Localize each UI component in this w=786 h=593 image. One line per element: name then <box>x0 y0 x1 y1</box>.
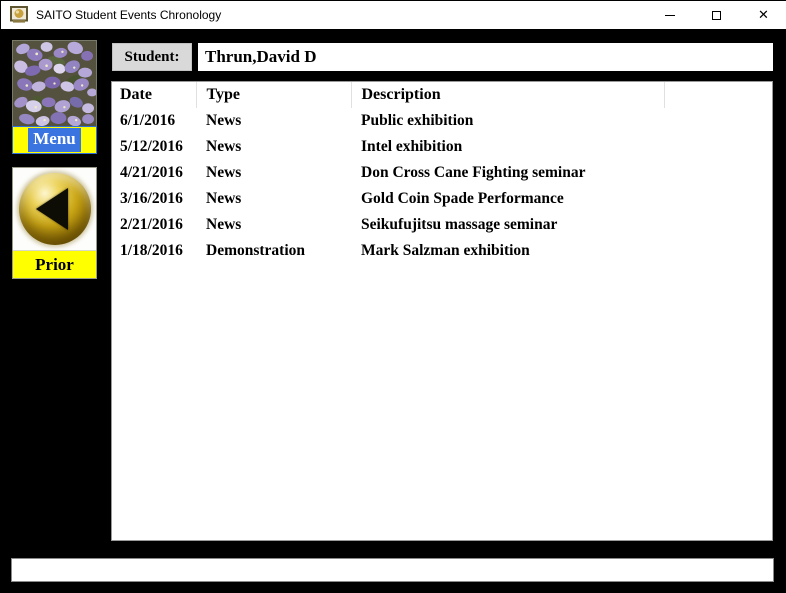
prior-button-label: Prior <box>13 250 96 278</box>
maximize-button[interactable] <box>693 1 740 29</box>
column-header-filler <box>664 82 772 108</box>
events-table-body <box>112 108 772 264</box>
cell-date: 2/21/2016 <box>120 216 183 233</box>
cell-description: Seikufujitsu massage seminar <box>361 216 558 233</box>
cell-filler <box>664 212 772 238</box>
wisteria-photo <box>12 40 97 127</box>
cell-description: Mark Salzman exhibition <box>361 242 530 259</box>
window-controls <box>646 1 786 29</box>
cell-date: 1/18/2016 <box>120 242 183 259</box>
cell-filler <box>664 186 772 212</box>
cell-description: Public exhibition <box>361 112 474 129</box>
cell-description: Don Cross Cane Fighting seminar <box>361 164 586 181</box>
maximize-icon <box>712 11 721 20</box>
cell-description: Intel exhibition <box>361 138 463 155</box>
minimize-icon <box>665 15 675 16</box>
cell-date: 6/1/2016 <box>120 112 176 129</box>
events-table-panel <box>111 81 773 541</box>
status-input[interactable] <box>12 559 773 581</box>
cell-filler <box>664 160 772 186</box>
cell-type: Demonstration <box>206 242 306 259</box>
menu-button[interactable] <box>12 126 97 154</box>
cell-filler <box>664 238 772 264</box>
table-row[interactable] <box>112 238 772 264</box>
column-header-description[interactable]: Description <box>351 82 664 108</box>
close-icon: ✕ <box>758 7 769 23</box>
table-row[interactable] <box>112 160 772 186</box>
close-button[interactable] <box>740 1 786 29</box>
window-title: SAITO Student Events Chronology <box>36 8 222 22</box>
column-header-date[interactable]: Date <box>112 82 196 108</box>
back-arrow-icon <box>36 188 68 230</box>
menu-button-label: Menu <box>28 128 81 152</box>
cell-date: 3/16/2016 <box>120 190 183 207</box>
cell-filler <box>664 108 772 134</box>
cell-type: News <box>206 164 242 181</box>
cell-type: News <box>206 216 242 233</box>
cell-type: News <box>206 138 242 155</box>
cell-type: News <box>206 190 242 207</box>
cell-filler <box>664 134 772 160</box>
titlebar <box>1 1 786 31</box>
student-label: Student: <box>112 43 192 71</box>
gold-sphere-icon <box>19 173 91 245</box>
table-row[interactable] <box>112 186 772 212</box>
table-row[interactable] <box>112 212 772 238</box>
table-row[interactable] <box>112 108 772 134</box>
cell-date: 4/21/2016 <box>120 164 183 181</box>
events-table <box>112 82 772 264</box>
status-bar <box>11 558 774 582</box>
prior-sphere <box>13 168 96 250</box>
column-header-type[interactable]: Type <box>196 82 351 108</box>
cell-type: News <box>206 112 242 129</box>
menu-button-block[interactable] <box>12 40 97 155</box>
cell-description: Gold Coin Spade Performance <box>361 190 564 207</box>
events-table-header <box>112 82 772 108</box>
table-row[interactable] <box>112 134 772 160</box>
minimize-button[interactable] <box>646 1 693 29</box>
prior-button[interactable] <box>12 167 97 279</box>
student-name-field[interactable]: Thrun,David D <box>196 41 775 73</box>
cell-date: 5/12/2016 <box>120 138 183 155</box>
app-icon <box>10 6 28 24</box>
